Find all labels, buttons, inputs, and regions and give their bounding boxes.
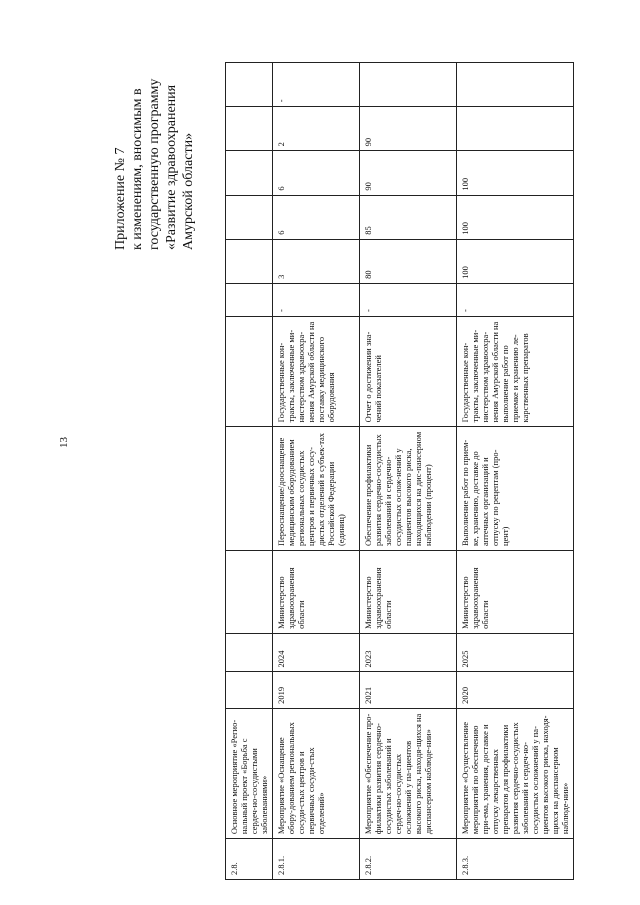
- cell-year-end: 2023: [360, 633, 457, 672]
- cell-value: 6: [273, 151, 360, 195]
- table-row: [360, 63, 457, 880]
- cell-value: [457, 63, 574, 107]
- cell-value: 100: [457, 151, 574, 195]
- cell-value: [226, 63, 273, 107]
- cell-year-end: 2025: [457, 633, 574, 672]
- table-row: [226, 63, 273, 880]
- cell-number: 2.8.1.: [273, 839, 360, 880]
- cell-value: 2: [273, 107, 360, 151]
- cell-value: -: [360, 283, 457, 316]
- appendix-line: Амурской области»: [181, 132, 196, 250]
- cell-document: [226, 317, 273, 427]
- cell-year-end: 2024: [273, 633, 360, 672]
- cell-value: [226, 239, 273, 283]
- page-number: 13: [58, 437, 70, 448]
- cell-year-start: [226, 672, 273, 708]
- cell-value: [226, 151, 273, 195]
- cell-number: 2.8.3.: [457, 839, 574, 880]
- cell-value: 90: [360, 151, 457, 195]
- cell-value: -: [457, 283, 574, 316]
- cell-number: 2.8.2.: [360, 839, 457, 880]
- appendix-line: государственную программу: [147, 78, 162, 250]
- cell-value: [226, 107, 273, 151]
- cell-document: Отчет о достижении зна-чений показателей: [360, 317, 457, 427]
- cell-value: [226, 195, 273, 239]
- table-row: [457, 63, 574, 880]
- cell-year-start: 2021: [360, 672, 457, 708]
- cell-value: -: [273, 283, 360, 316]
- appendix-header: [112, 50, 197, 250]
- cell-value: 80: [360, 239, 457, 283]
- appendix-line: к изменениям, вносимым в: [130, 88, 145, 250]
- cell-year-end: [226, 633, 273, 672]
- cell-document: Государственные кон-тракты, заключенные ми-нистерством здравоохра-нения Амурской области на поставку медицинского оборудования: [273, 317, 360, 427]
- cell-value: 100: [457, 195, 574, 239]
- measures-table: [225, 62, 574, 880]
- cell-year-start: 2020: [457, 672, 574, 708]
- cell-year-start: 2019: [273, 672, 360, 708]
- table-row: [273, 63, 360, 880]
- cell-measure-name: Мероприятие «Обеспечение про-филактики развития сердечно-сосудистых заболеваний и сердеч-но-сосудистых осложнений у па-циентов высокого риска, находя-щихся на диспансерном наблюде-нии»: [360, 708, 457, 838]
- cell-result: Выполнение работ по прием-ке, хранению, доставке до аптечных организаций и отпуску по рецептам (про-цент): [457, 427, 574, 551]
- appendix-line: Приложение № 7: [113, 147, 128, 250]
- program-table: [225, 62, 570, 880]
- cell-value: 85: [360, 195, 457, 239]
- cell-result: Переоснащение/дооснащение медицинским оборудованием региональных сосудистых центров и первичных сосу-дистых отделений в субъек-тах Российской Федерации (единиц): [273, 427, 360, 551]
- cell-result: [226, 427, 273, 551]
- cell-value: [457, 107, 574, 151]
- cell-value: [226, 283, 273, 316]
- cell-value: [360, 63, 457, 107]
- cell-executor: Министерство здравоохранения области: [360, 551, 457, 634]
- cell-executor: Министерство здравоохранения области: [273, 551, 360, 634]
- appendix-line: «Развитие здравоохранения: [164, 84, 179, 250]
- cell-executor: Министерство здравоохранения области: [457, 551, 574, 634]
- cell-measure-name: Мероприятие «Осуществление мероприятий по обеспечению при-ема, хранения, доставке и отпуску лекарственных препаратов для профилактики развития сердечно-сосудистых заболеваний и сердеч-но-сосудистых осложнений у па-циентов высокого риска, находя-щихся на диспансерном наблюде-нии»: [457, 708, 574, 838]
- cell-value: 3: [273, 239, 360, 283]
- cell-result: Обеспечение профилактики развития сердечно-сосудистых заболеваний и сердечно-сосудистых ослож-нений у пациентов высокого риска, находящихся на дис-пансерном наблюдении (процент): [360, 427, 457, 551]
- cell-number: 2.8.: [226, 839, 273, 880]
- cell-value: -: [273, 63, 360, 107]
- cell-executor: [226, 551, 273, 634]
- cell-document: Государственные кон-тракты, заключенные ми-нистерством здравоохра-нения Амурской области на выполнение работ по приемке и хранению ле-карственных препаратов: [457, 317, 574, 427]
- cell-value: 90: [360, 107, 457, 151]
- cell-measure-name: Мероприятие «Оснащение обору-дованием региональных сосуди-стых центров и первичных сосуди-стых отделений»: [273, 708, 360, 838]
- cell-value: 6: [273, 195, 360, 239]
- cell-measure-name: Основное мероприятие «Регио-нальный проект «Борьба с сердеч-но-сосудистыми заболеваниями»: [226, 708, 273, 838]
- cell-value: 100: [457, 239, 574, 283]
